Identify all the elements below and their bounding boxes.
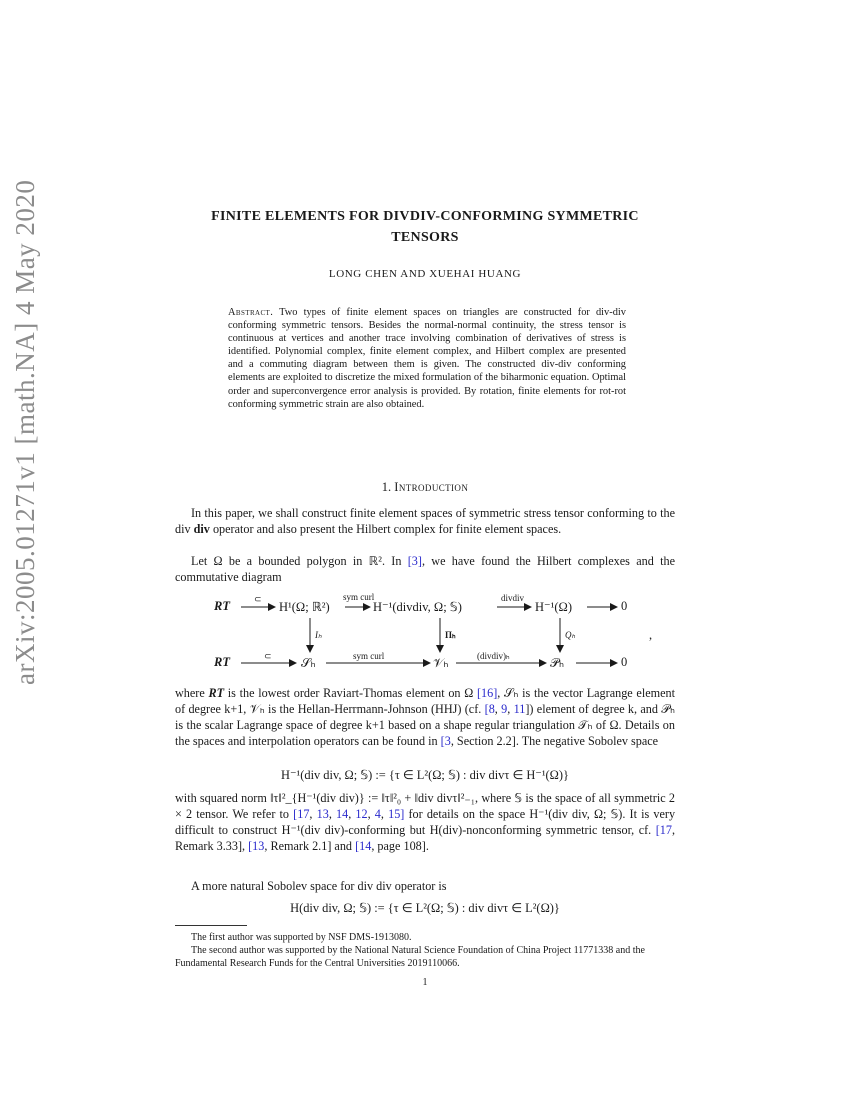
paper-authors: LONG CHEN AND XUEHAI HUANG (328, 268, 522, 280)
p4-text-d: , Remark 2.1] and (264, 839, 356, 853)
citation-link[interactable]: [3 (440, 734, 451, 748)
footnote-2: The second author was supported by the National Natural Science Foundation of China Project 11771338 and the Fundamental Research Funds for the Central Universities 2019110066. (175, 945, 645, 969)
section-heading (150, 480, 700, 495)
arxiv-stamp (10, 179, 40, 701)
p2-text-a: Let Ω be a bounded polygon in ℝ². In (191, 554, 408, 568)
p4-text-a: with squared norm ‖τ‖²_{H⁻¹(div div)} := ‖τ‖²₀ + ‖div divτ‖²₋₁, where 𝕊 is the space of all symmetric 2 × 2 tensor. We refer to (175, 791, 675, 821)
p2-text-b: , we have found the Hilbert complexes and the commutative diagram (175, 554, 675, 584)
commutative-diagram (175, 590, 675, 685)
diagram-node-rt-bottom: RT (214, 655, 230, 669)
section-name: Introduction (394, 480, 469, 494)
paper-title (150, 206, 700, 248)
citation-link[interactable]: [3] (407, 554, 422, 568)
abstract-heading: Abstract. (228, 307, 274, 318)
diagram-node-ph: 𝒫ₕ (550, 656, 565, 670)
diagram-node-hminus1: H⁻¹(Ω) (535, 600, 572, 614)
citation-link[interactable]: [17 (655, 823, 672, 837)
abstract-text: Two types of finite element spaces on triangles are constructed for div-div conforming symmetric tensors. Besides the normal-normal continuity, the stress tensor is continuous at vertices and another trace involving combination of derivatives of stress is identified. Polynomial complex, finite element complex, and Hilbert complex are presented and a commuting diagram between them is given. The constructed div-div conforming elements are exploited to discretize the mixed formulation of the biharmonic equation. Optimal order and superconvergence error analysis is provided. By rotation, finite elements for rot-rot conforming symmetric strain are also obtained. (228, 307, 626, 410)
diagram-label-ih: Iₕ (315, 630, 322, 640)
p4-text-e: , page 108]. (371, 839, 429, 853)
citation-link[interactable]: [8 (484, 702, 495, 716)
p1-text-c: operator and also present the Hilbert complex for finite element spaces. (209, 522, 562, 536)
citation-link[interactable]: 15] (388, 807, 405, 821)
citation-link[interactable]: 13 (316, 807, 329, 821)
p1-text-a: In this paper, we shall construct finite element spaces of symmetric stress tensor conforming to the div (175, 506, 675, 536)
diagram-node-h1: H¹(Ω; ℝ²) (279, 600, 330, 614)
citation-link[interactable]: 4 (374, 807, 381, 821)
p4-text-b: for details on the space H⁻¹(div div, Ω; 𝕊). It is very difficult to construct H⁻¹(div div)-conforming but H(div)-nonconforming symmetric tensor, cf. (175, 807, 676, 837)
paragraph-2 (175, 553, 675, 585)
diagram-trailing-comma: , (649, 628, 653, 642)
diagram-node-vh: 𝒱ₕ (433, 656, 449, 670)
diagram-label-qh: Qₕ (565, 630, 576, 640)
footnote-divider (175, 925, 247, 926)
citation-link[interactable]: [13 (248, 839, 265, 853)
p3-sep: , (494, 702, 502, 716)
diagram-label-top-subset: ⊂ (254, 594, 262, 604)
footnote-1: The first author was supported by NSF DMS-1913080. (191, 932, 412, 943)
arxiv-stamp-text: arXiv:2005.01271v1 [math.NA] 4 May 2020 (10, 179, 40, 685)
paragraph-5: A more natural Sobolev space for div div operator is (191, 879, 447, 893)
citation-link[interactable]: 11 (513, 702, 526, 716)
citation-link[interactable]: 14 (336, 807, 349, 821)
diagram-label-pih: Πₕ (445, 630, 456, 640)
paragraph-1 (175, 505, 675, 537)
diagram-label-bottom-subset: ⊂ (264, 651, 272, 661)
diagram-label-top-symcurl: sym curl (343, 592, 375, 602)
citation-link[interactable]: [16] (476, 686, 498, 700)
diagram-node-rt-top: RT (214, 599, 230, 613)
citation-link[interactable]: [17 (293, 807, 310, 821)
diagram-node-sh: 𝒮ₕ (301, 656, 316, 670)
diagram-label-bottom-divdivh: (divdiv)ₕ (477, 651, 510, 661)
paragraph-3 (175, 685, 675, 749)
p3-text-c: , 𝒮ₕ is the vector Lagrange element of degree k+1, 𝒱ₕ is the Hellan-Herrmann-Johnson (HHJ) (cf. (175, 686, 675, 716)
diagram-node-zero-top: 0 (621, 599, 628, 613)
paragraph-4: with squared norm ‖τ‖²_{H⁻¹(div div)} := ‖τ‖²₀ + ‖div divτ‖²₋₁, where 𝕊 is the space of all symmetric 2 × 2 tensor. We refer to [17, 13, 14, 12, 4, 15] for details on the space H⁻¹(div div, Ω; 𝕊). It is very difficult to construct H⁻¹(div div)-conforming but H(div)-nonconforming symmetric tensor, cf. [17, Remark 3.33], [13, Remark 2.1] and [14, page 108]. (175, 791, 676, 853)
p3-text-d: ]) element of degree k, and 𝒫ₕ is the scalar Lagrange space of degree k+1 based on a shape regular triangulation 𝒯ₕ of Ω. Details on the spaces and interpolation operators can be found in (175, 702, 675, 748)
diagram-label-top-divdiv: divdiv (501, 593, 525, 603)
page-number: 1 (422, 977, 428, 988)
paper-title-line1: FINITE ELEMENTS FOR DIVDIV-CONFORMING SYMMETRIC (211, 209, 639, 224)
p1-bold-div: div (193, 522, 210, 536)
diagram-node-hminus1-divdiv: H⁻¹(divdiv, Ω; 𝕊) (373, 600, 462, 614)
p4-text-c: , Remark 3.33], (175, 823, 675, 853)
citation-link[interactable]: 9 (501, 702, 508, 716)
p3-rt: RT (208, 686, 225, 700)
paper-title-line2: TENSORS (391, 230, 459, 245)
p3-text-a: where (175, 686, 209, 700)
p3-sep: , (507, 702, 514, 716)
p3-text-e: , Section 2.2]. The negative Sobolev space (450, 734, 659, 748)
equation-hminus1-divdiv: H⁻¹(div div, Ω; 𝕊) := {τ ∈ L²(Ω; 𝕊) : div divτ ∈ H⁻¹(Ω)} (281, 768, 569, 782)
equation-h-divdiv: H(div div, Ω; 𝕊) := {τ ∈ L²(Ω; 𝕊) : div divτ ∈ L²(Ω)} (290, 901, 560, 915)
abstract (228, 306, 626, 411)
citation-link[interactable]: [14 (355, 839, 372, 853)
diagram-label-bottom-symcurl: sym curl (353, 651, 385, 661)
diagram-node-zero-bottom: 0 (621, 655, 628, 669)
citation-link[interactable]: 12 (355, 807, 368, 821)
p3-text-b: is the lowest order Raviart-Thomas element on Ω (224, 686, 477, 700)
section-number: 1. (381, 480, 392, 494)
